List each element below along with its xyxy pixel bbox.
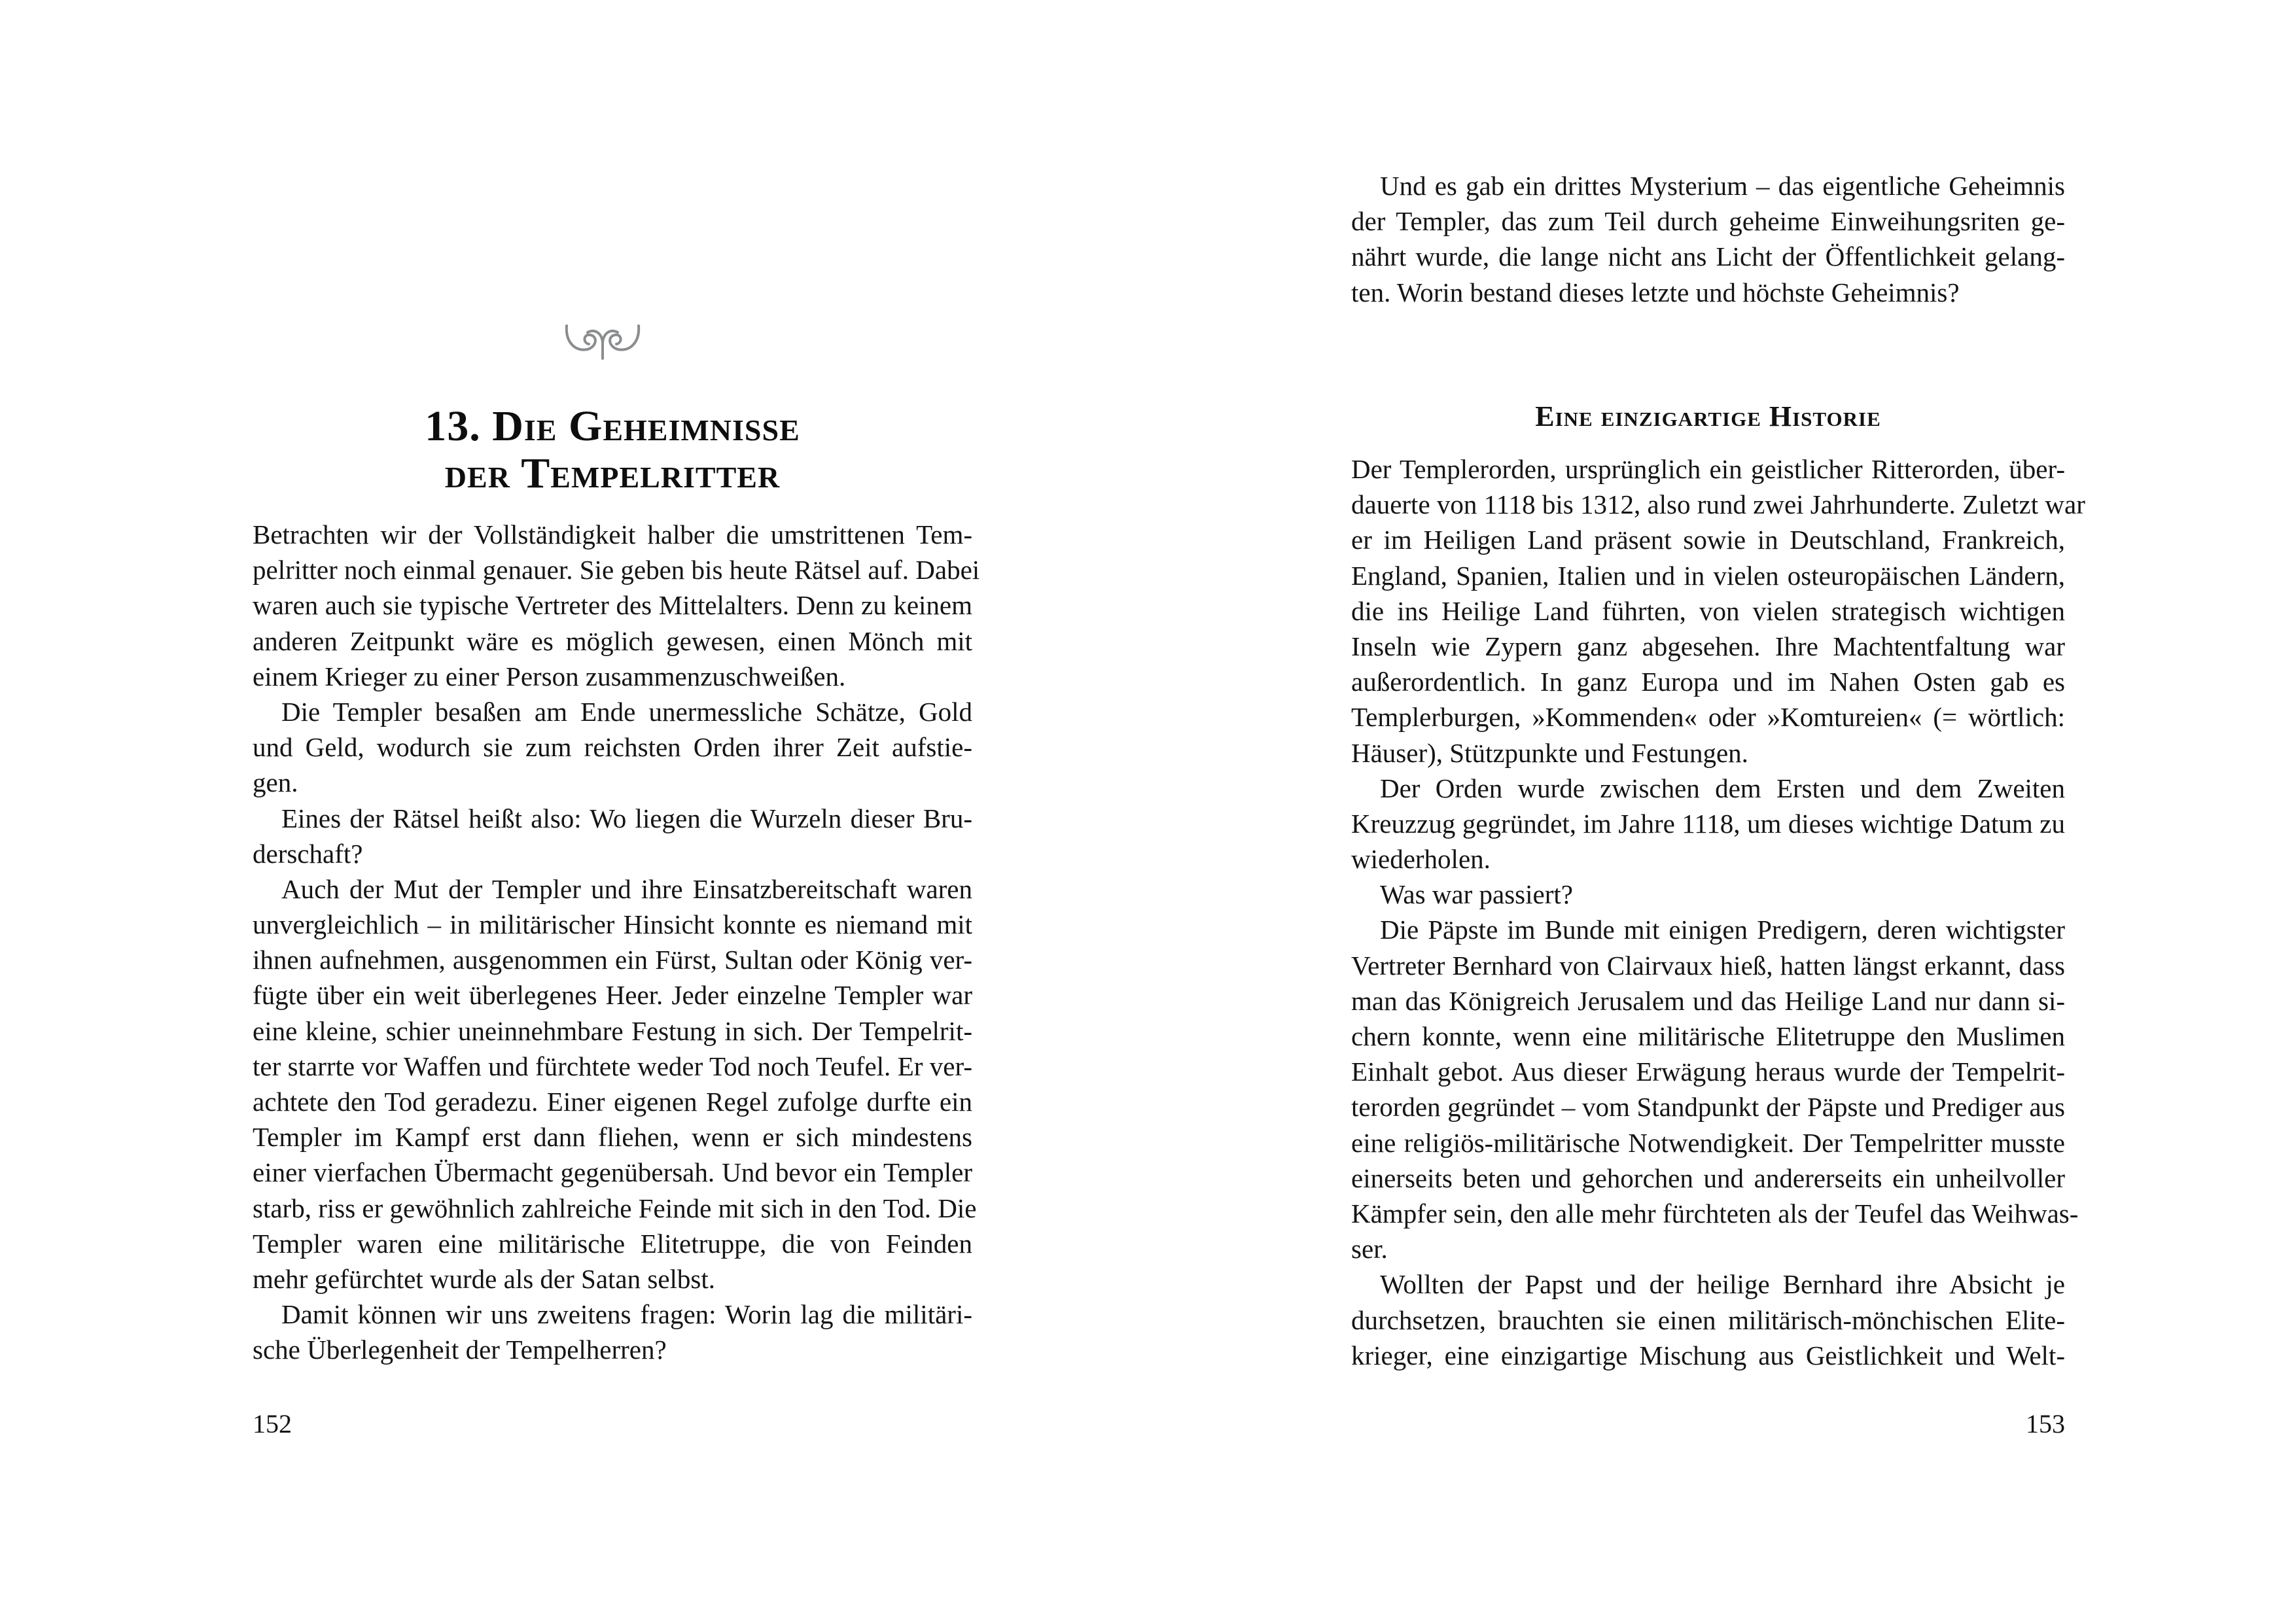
text-line: Templerburgen, »Kommenden« oder »Komtureien« (= wörtlich: (1351, 702, 2065, 733)
text-line: dauerte von 1118 bis 1312, also rund zwei Jahrhunderte. Zuletzt war (1351, 489, 2085, 520)
text-line: sche Überlegenheit der Tempelherren? (253, 1335, 667, 1365)
text-line: krieger, eine einzigartige Mischung aus Geistlichkeit und Welt- (1351, 1340, 2065, 1370)
text-line: chern konnte, wenn eine militärische Elitetruppe den Muslimen (1351, 1021, 2065, 1051)
text-line: Was war passiert? (1380, 879, 1573, 910)
text-line: Auch der Mut der Templer und ihre Einsatzbereitschaft waren (281, 873, 972, 904)
page-number: 152 (253, 1409, 292, 1439)
text-line: anderen Zeitpunkt wäre es möglich gewesen, einen Mönch mit (253, 625, 972, 656)
text-line: ter starrte vor Waffen und fürchtete weder Tod noch Teufel. Er ver- (253, 1051, 972, 1081)
text-line: waren auch sie typische Vertreter des Mittelalters. Denn zu keinem (253, 590, 972, 621)
text-line: der Templer, das zum Teil durch geheime Einweihungsriten ge- (1351, 206, 2065, 237)
text-line: Vertreter Bernhard von Clairvaux hieß, hatten längst erkannt, dass (1351, 950, 2065, 981)
text-line: starb, riss er gewöhnlich zahlreiche Feinde mit sich in den Tod. Die (253, 1193, 977, 1223)
text-line: ten. Worin bestand dieses letzte und höchste Geheimnis? (1351, 277, 1960, 307)
text-line: eine religiös-militärische Notwendigkeit. Der Tempelritter musste (1351, 1127, 2065, 1158)
text-line: fügte über ein weit überlegenes Heer. Jeder einzelne Templer war (253, 980, 972, 1011)
text-line: Inseln wie Zypern ganz abgesehen. Ihre Machtentfaltung war (1351, 631, 2065, 661)
text-line: eine kleine, schier uneinnehmbare Festung in sich. Der Tempelrit- (253, 1015, 972, 1046)
text-line: einem Krieger zu einer Person zusammenzuschweißen. (253, 661, 846, 691)
text-line: einerseits beten und gehorchen und andererseits ein unheilvoller (1351, 1162, 2065, 1193)
text-line: Die Päpste im Bunde mit einigen Predigern, deren wichtigster (1380, 915, 2065, 945)
text-line: er im Heiligen Land präsent sowie in Deutschland, Frankreich, (1351, 525, 2065, 555)
chapter-title-line-2: der Tempelritter (444, 449, 781, 498)
text-line: Templer waren eine militärische Elitetruppe, die von Feinden (253, 1228, 972, 1259)
text-line: Und es gab ein drittes Mysterium – das eigentliche Geheimnis (1380, 171, 2065, 201)
text-line: Der Orden wurde zwischen dem Ersten und dem Zweiten (1380, 773, 2065, 803)
text-line: ihnen aufnehmen, ausgenommen ein Fürst, Sultan oder König ver- (253, 945, 972, 975)
text-line: einer vierfachen Übermacht gegenübersah. Und bevor ein Templer (253, 1157, 972, 1188)
text-line: man das Königreich Jerusalem und das Heilige Land nur dann si- (1351, 985, 2065, 1016)
text-line: nährt wurde, die lange nicht ans Licht der Öffentlichkeit gelang- (1351, 241, 2065, 272)
text-line: Die Templer besaßen am Ende unermessliche Schätze, Gold (281, 696, 972, 727)
text-line: England, Spanien, Italien und in vielen osteuropäischen Ländern, (1351, 560, 2065, 591)
intro-text (1351, 168, 2065, 310)
chapter-title-line-1: 13. Die Geheimnisse (425, 402, 800, 451)
text-line: achtete den Tod geradezu. Einer eigenen Regel zufolge durfte ein (253, 1087, 972, 1117)
text-line: derschaft? (253, 838, 363, 869)
text-line: terorden gegründet – vom Standpunkt der Päpste und Prediger aus (1351, 1092, 2065, 1123)
text-line: ser. (1351, 1234, 1388, 1265)
scroll-ornament-icon (564, 323, 641, 360)
text-line: Kreuzzug gegründet, im Jahre 1118, um dieses wichtige Datum zu (1351, 808, 2065, 839)
text-line: die ins Heilige Land führten, von vielen strategisch wichtigen (1351, 595, 2065, 626)
text-line: Wollten der Papst und der heilige Bernhard ihre Absicht je (1380, 1269, 2065, 1300)
section-heading: Eine einzigartige Historie (1535, 400, 1881, 432)
text-line: gen. (253, 767, 298, 798)
text-line: unvergleichlich – in militärischer Hinsicht konnte es niemand mit (253, 909, 972, 940)
text-line: Der Templerorden, ursprünglich ein geistlicher Ritterorden, über- (1351, 454, 2065, 484)
text-line: durchsetzen, brauchten sie einen militärisch-mönchischen Elite- (1351, 1304, 2065, 1335)
text-line: Templer im Kampf erst dann fliehen, wenn er sich mindestens (253, 1122, 972, 1153)
page-number: 153 (2026, 1409, 2065, 1439)
chapter-title (253, 403, 972, 497)
text-line: pelritter noch einmal genauer. Sie geben bis heute Rätsel auf. Dabei (253, 555, 980, 585)
text-line: und Geld, wodurch sie zum reichsten Orden ihrer Zeit aufstie- (253, 732, 972, 763)
text-line: außerordentlich. In ganz Europa und im Nahen Osten gab es (1351, 667, 2065, 697)
body-text (253, 517, 980, 1368)
text-line: Betrachten wir der Vollständigkeit halber die umstrittenen Tem- (253, 519, 972, 550)
text-line: mehr gefürchtet wurde als der Satan selbst. (253, 1263, 716, 1294)
text-line: Einhalt gebot. Aus dieser Erwägung heraus wurde der Tempelrit- (1351, 1056, 2065, 1087)
text-line: Häuser), Stützpunkte und Festungen. (1351, 737, 1748, 768)
text-line: Damit können wir uns zweitens fragen: Worin lag die militäri- (281, 1299, 972, 1330)
text-line: Kämpfer sein, den alle mehr fürchteten als der Teufel das Weihwas- (1351, 1198, 2079, 1229)
body-text (1351, 451, 2085, 1373)
text-line: Eines der Rätsel heißt also: Wo liegen die Wurzeln dieser Bru- (281, 803, 972, 833)
text-line: wiederholen. (1351, 844, 1491, 875)
right-page (1148, 0, 2296, 1623)
